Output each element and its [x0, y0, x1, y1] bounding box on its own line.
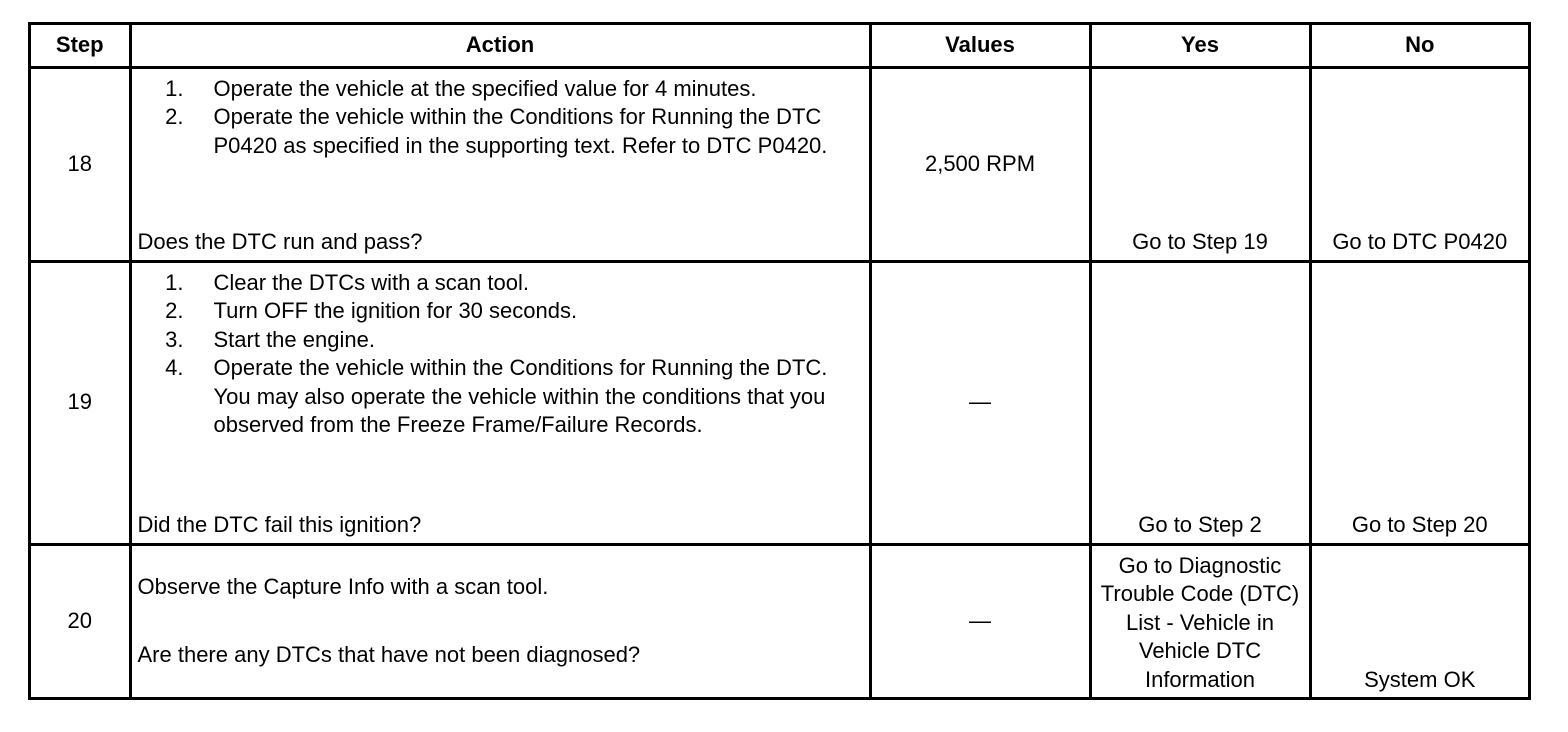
no-cell: Go to Step 20 [1310, 261, 1528, 544]
list-item [138, 75, 863, 104]
action-question: Does the DTC run and pass? [137, 229, 423, 254]
list-item [138, 103, 863, 160]
list-item-number: 1. [165, 75, 184, 101]
yes-cell: Go to Diagnostic Trouble Code (DTC) List - Vehicle in Vehicle DTC Information [1090, 544, 1310, 697]
list-item [138, 297, 863, 326]
list-item-text: Operate the vehicle at the specified value for 4 minutes. [213, 75, 757, 101]
action-cell [130, 261, 870, 544]
header-step: Step [31, 25, 130, 67]
list-item-number: 2. [165, 298, 184, 323]
table-row [31, 261, 1528, 544]
list-item [138, 269, 863, 298]
no-cell: System OK [1310, 544, 1528, 697]
yes-cell: Go to Step 19 [1090, 67, 1310, 261]
header-values: Values [870, 25, 1090, 67]
values-cell: — [870, 544, 1090, 697]
action-question: Are there any DTCs that have not been diagnosed? [137, 642, 641, 668]
table-row [31, 544, 1528, 697]
list-item-number: 3. [165, 326, 184, 352]
header-action: Action [130, 25, 870, 67]
yes-cell: Go to Step 2 [1090, 261, 1310, 544]
step-number: 19 [31, 261, 130, 544]
table-row [31, 67, 1528, 261]
action-list [138, 75, 863, 161]
no-cell: Go to DTC P0420 [1310, 67, 1528, 261]
action-cell [130, 544, 870, 697]
list-item-number: 2. [165, 104, 184, 129]
step-number: 20 [31, 544, 130, 697]
list-item-text: Start the engine. [213, 326, 375, 352]
values-cell: 2,500 RPM [870, 67, 1090, 261]
list-item-number: 1. [165, 269, 184, 295]
header-row [31, 25, 1528, 67]
action-instruction: Observe the Capture Info with a scan tool. [137, 573, 549, 599]
action-question: Did the DTC fail this ignition? [137, 512, 422, 537]
list-item-text: Clear the DTCs with a scan tool. [213, 269, 529, 295]
header-yes: Yes [1090, 25, 1310, 67]
list-item-text: Turn OFF the ignition for 30 seconds. [213, 298, 578, 323]
list-item [138, 354, 863, 440]
step-number: 18 [31, 67, 130, 261]
values-cell: — [870, 261, 1090, 544]
list-item-text: Operate the vehicle within the Conditions for Running the DTC. You may also operate the vehicle within the conditions that you observed from the Freeze Frame/Failure Records. [213, 355, 828, 437]
action-list [138, 269, 863, 440]
diagnostic-table-frame [28, 22, 1531, 700]
list-item [138, 326, 863, 355]
list-item-text: Operate the vehicle within the Conditions for Running the DTC P0420 as specified in the supporting text. Refer to DTC P0420. [213, 104, 828, 158]
header-no: No [1310, 25, 1528, 67]
diagnostic-table [31, 25, 1528, 697]
action-cell [130, 67, 870, 261]
list-item-number: 4. [165, 355, 184, 380]
